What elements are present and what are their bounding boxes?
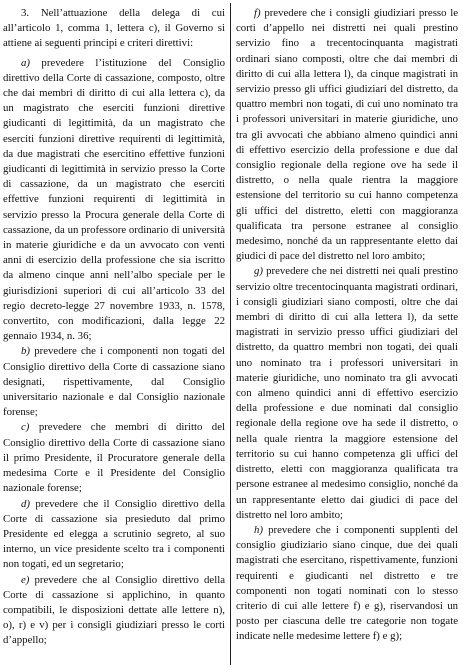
item-label: h) bbox=[254, 523, 263, 536]
item-b bbox=[3, 344, 225, 420]
left-column bbox=[3, 6, 225, 649]
item-d bbox=[3, 497, 225, 573]
item-h bbox=[236, 523, 458, 645]
item-text: prevedere che al Consiglio direttivo della Corte di cassazione si applichino, in quanto compatibili, le disposizioni dettate alle lettere n), o), r) e v) per i consigli giudiziari presso le corti d’appello; bbox=[3, 573, 225, 647]
item-text: prevedere che i consigli giudiziari presso le corti d’appello nei distretti nei quali prestino servizio fino a trecentocinquanta magistrati ordinari siano composti, oltre che dai membri di diritto di cui alla lettera l), da cinque magistrati in servizio presso gli uffici giudiziari del distretto, da quattro membri non togati, di cui uno nominato tra i professori universitari in materie giuridiche, uno tra gli avvocati che abbiano almeno quindici anni di effettivo esercizio della professione e due dal consiglio regionale della regione ove ha sede il distretto, o nella quale rientra la maggiore estensione del territorio su cui hanno competenza gli uffici del distretto, eletti con maggioranza qualificata tra persone estranee al consiglio medesimo, nonché da un rappresentante eletto dai giudici di pace del distretto nel loro ambito; bbox=[236, 7, 458, 263]
item-c bbox=[3, 420, 225, 496]
item-text: prevedere che nei distretti nei quali prestino servizio oltre trecentocinquanta magistrati ordinari, i consigli giudiziari siano composti, oltre che dai membri di diritto di cui alla lettera l), da sette magistrati in servizio presso uffici giudiziari del distretto, da quattro membri non togati, dei quali uno nominato tra i professori universitari in materie giuridiche, uno nominato tra gli avvocati con almeno quindici anni di effettivo esercizio della professione e due nominati dal consiglio regionale della regione ove ha sede il distretto, o nella quale rientra la maggiore estensione del territorio su cui hanno competenza gli uffici del distretto, eletti con maggioranza qualificata tra persone estranee al medesimo consiglio, nonché da un rappresentante eletto dai giudici di pace del distretto nel loro ambito; bbox=[236, 265, 458, 521]
item-e bbox=[3, 573, 225, 649]
right-column bbox=[236, 6, 458, 645]
item-text: prevedere che il Consiglio direttivo della Corte di cassazione sia presieduto dal primo Presidente ed elegga a scrutinio segreto, al suo interno, un vice presidente scelto tra i componenti non togati, ed un segretario; bbox=[3, 497, 226, 571]
item-label: c) bbox=[21, 421, 30, 434]
item-text: prevedere che i componenti supplenti del consiglio giudiziario siano cinque, due dei quali magistrati che esercitano, rispettivamente, funzioni requirenti e giudicanti nel distretto e tre componenti non togati nominati con lo stesso criterio di cui alle lettere f) e g), riservandosi un posto per ciascuna delle tre categorie non togate indicate nelle medesime lettere f) e g); bbox=[236, 523, 458, 643]
item-label: e) bbox=[21, 573, 30, 586]
item-text: prevedere l’istituzione del Consiglio direttivo della Corte di cassazione, composto, oltre che dai membri di diritto di cui alla lettera c), da un magistrato che eserciti funzioni direttive giudicanti di legittimità, da un magistrato che eserciti funzioni direttive requirenti di legittimità, da due magistrati che esercitino effettive funzioni giudicanti di legittimità in servizio presso la Corte di cassazione, da un magistrato che eserciti effettive funzioni requirenti di legittimità in servizio presso la Procura generale della Corte di cassazione, da un professore ordinario di università in materie giuridiche e da un avvocato con venti anni di esercizio della professione che sia iscritto da almeno cinque anni nell’albo speciale per le giurisdizioni superiori di cui all’articolo 33 del regio decreto-legge 27 novembre 1933, n. 1578, convertito, con modificazioni, dalla legge 22 gennaio 1934, n. 36; bbox=[3, 56, 225, 343]
column-divider bbox=[230, 3, 231, 665]
item-text: prevedere che i componenti non togati del Consiglio direttivo della Corte di cassazione siano designati, rispettivamente, dal Consiglio universitario nazionale e dal Consiglio nazionale forense; bbox=[3, 345, 225, 419]
item-label: b) bbox=[21, 345, 30, 358]
item-g bbox=[236, 264, 458, 522]
item-label: d) bbox=[21, 497, 30, 510]
intro-paragraph: 3. Nell’attuazione della delega di cui all’articolo 1, comma 1, lettera c), il Governo si attiene ai seguenti principi e criteri direttivi: bbox=[3, 7, 225, 50]
item-label: g) bbox=[254, 265, 263, 278]
item-label: a) bbox=[21, 56, 30, 69]
item-label: f) bbox=[254, 7, 261, 19]
item-a bbox=[3, 56, 225, 345]
item-text: prevedere che membri di diritto del Consiglio direttivo della Corte di cassazione siano il primo Presidente, il Procuratore generale della medesima Corte e il Presidente del Consiglio nazionale forense; bbox=[3, 421, 225, 495]
item-f bbox=[236, 6, 458, 264]
